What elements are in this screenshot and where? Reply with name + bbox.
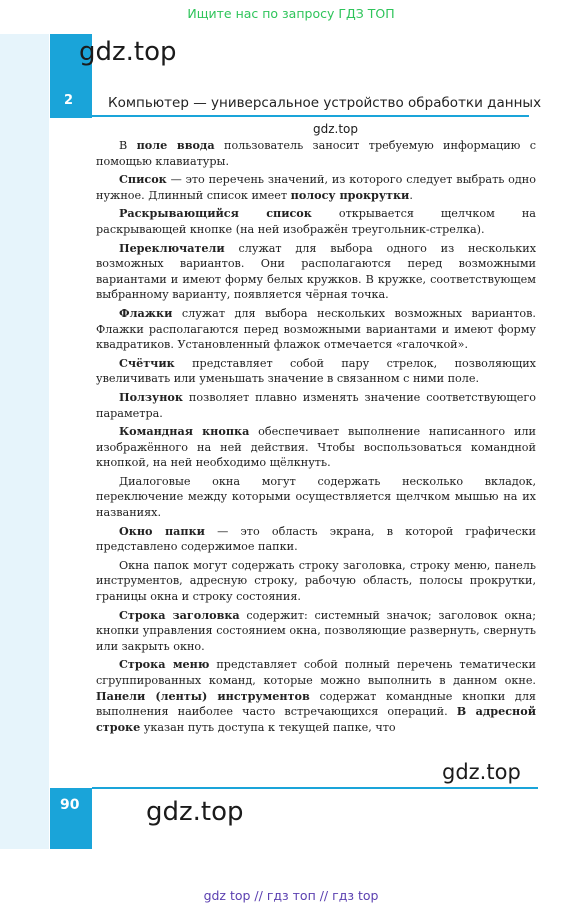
- text-run: В: [119, 139, 137, 152]
- body-paragraph: [96, 241, 536, 303]
- top-search-banner: Ищите нас по запросу ГДЗ ТОП: [187, 6, 395, 21]
- text-run: указан путь доступа к текущей папке, что: [140, 720, 396, 734]
- chapter-number: 2: [64, 93, 74, 108]
- text-run: позволяет плавно изменять значение соответствующего параметра.: [96, 390, 536, 420]
- term-bold: Ползунок: [119, 389, 183, 404]
- text-run: пользователь заносит требуемую информацию с помощью клавиатуры.: [96, 139, 537, 168]
- body-paragraph: [96, 306, 536, 353]
- term-bold: Список: [119, 172, 167, 187]
- text-run: обеспечивает выполнение написанного или изображённого на ней действия. Чтобы воспользоваться командной кнопкой, на ней необходимо щёлкнуть.: [96, 425, 536, 470]
- page-number: 90: [60, 797, 80, 813]
- body-paragraph: [96, 172, 536, 203]
- term-bold: Панели (ленты) инструментов: [96, 688, 310, 703]
- term-bold: В адресной строке: [96, 704, 536, 734]
- term-bold: полосу прокрутки: [290, 187, 410, 202]
- body-paragraph: [96, 558, 536, 605]
- body-paragraph: [96, 206, 536, 237]
- term-bold: Раскрывающийся список: [119, 206, 312, 221]
- watermark: gdz.top: [146, 797, 244, 827]
- term-bold: Счётчик: [119, 355, 175, 370]
- footer-rule: [92, 787, 538, 789]
- text-run: открывается щелчком на раскрывающей кнопке (на ней изображён треугольник-стрелка).: [96, 207, 536, 236]
- body-paragraph: [96, 657, 536, 735]
- text-run: Диалоговые окна могут содержать несколько вкладок, переключение между которыми осуществляется щелчком мышью на их названиях.: [96, 474, 536, 520]
- text-run: представляет собой пару стрелок, позволяющих увеличивать или уменьшать значение в связанном с ними поле.: [96, 356, 536, 386]
- term-bold: Флажки: [119, 305, 173, 320]
- left-margin-strip: [0, 34, 49, 849]
- bottom-watermark-banner: gdz top // гдз топ // гдз top: [203, 888, 379, 903]
- watermark: gdz.top: [313, 122, 359, 136]
- text-run: содержит: системный значок; заголовок окна; кнопки управления состоянием окна, позволяющие развернуть, свернуть или закрыть окно.: [96, 608, 536, 653]
- text-run: .: [409, 188, 413, 202]
- text-run: служат для выбора одного из нескольких возможных вариантов. Они располагаются перед возможными вариантами и имеют форму белых кружков. В кружке, соответствующем выбранному варианту, появляется чёрная точка.: [96, 241, 536, 302]
- term-bold: Окно папки: [119, 523, 205, 538]
- running-header-title: Компьютер — универсальное устройство обработки данных: [108, 95, 542, 111]
- term-bold: Переключатели: [119, 240, 225, 255]
- text-run: служат для выбора нескольких возможных вариантов. Флажки располагаются перед возможными вариантами и имеют форму квадратиков. Установленный флажок отмечается «галочкой».: [96, 306, 536, 352]
- body-paragraph: [96, 474, 536, 521]
- text-run: содержат командные кнопки для выполнения наиболее часто встречающихся операций.: [96, 689, 536, 719]
- body-paragraph: [96, 138, 536, 169]
- page-body-text: [96, 138, 536, 738]
- body-paragraph: [96, 390, 536, 421]
- text-run: — это область экрана, в которой графически представлено содержимое папки.: [96, 524, 537, 554]
- text-run: Окна папок могут содержать строку заголовка, строку меню, панель инструментов, адресную строку, рабочую область, полосы прокрутки, границы окна и строку состояния.: [96, 558, 536, 604]
- watermark: gdz.top: [442, 760, 521, 784]
- body-paragraph: [96, 424, 536, 471]
- term-bold: Строка заголовка: [119, 607, 240, 622]
- term-bold: Командная кнопка: [119, 424, 250, 439]
- body-paragraph: [96, 524, 536, 555]
- term-bold: Строка меню: [119, 657, 210, 672]
- body-paragraph: [96, 608, 536, 655]
- body-paragraph: [96, 356, 536, 387]
- watermark: gdz.top: [79, 37, 177, 67]
- text-run: представляет собой полный перечень тематически сгруппированных команд, которые можно выполнить в данном окне.: [96, 658, 536, 687]
- text-run: — это перечень значений, из которого следует выбрать одно нужное. Длинный список имеет: [96, 173, 536, 202]
- header-rule: [92, 115, 529, 117]
- term-bold: поле ввода: [136, 138, 215, 152]
